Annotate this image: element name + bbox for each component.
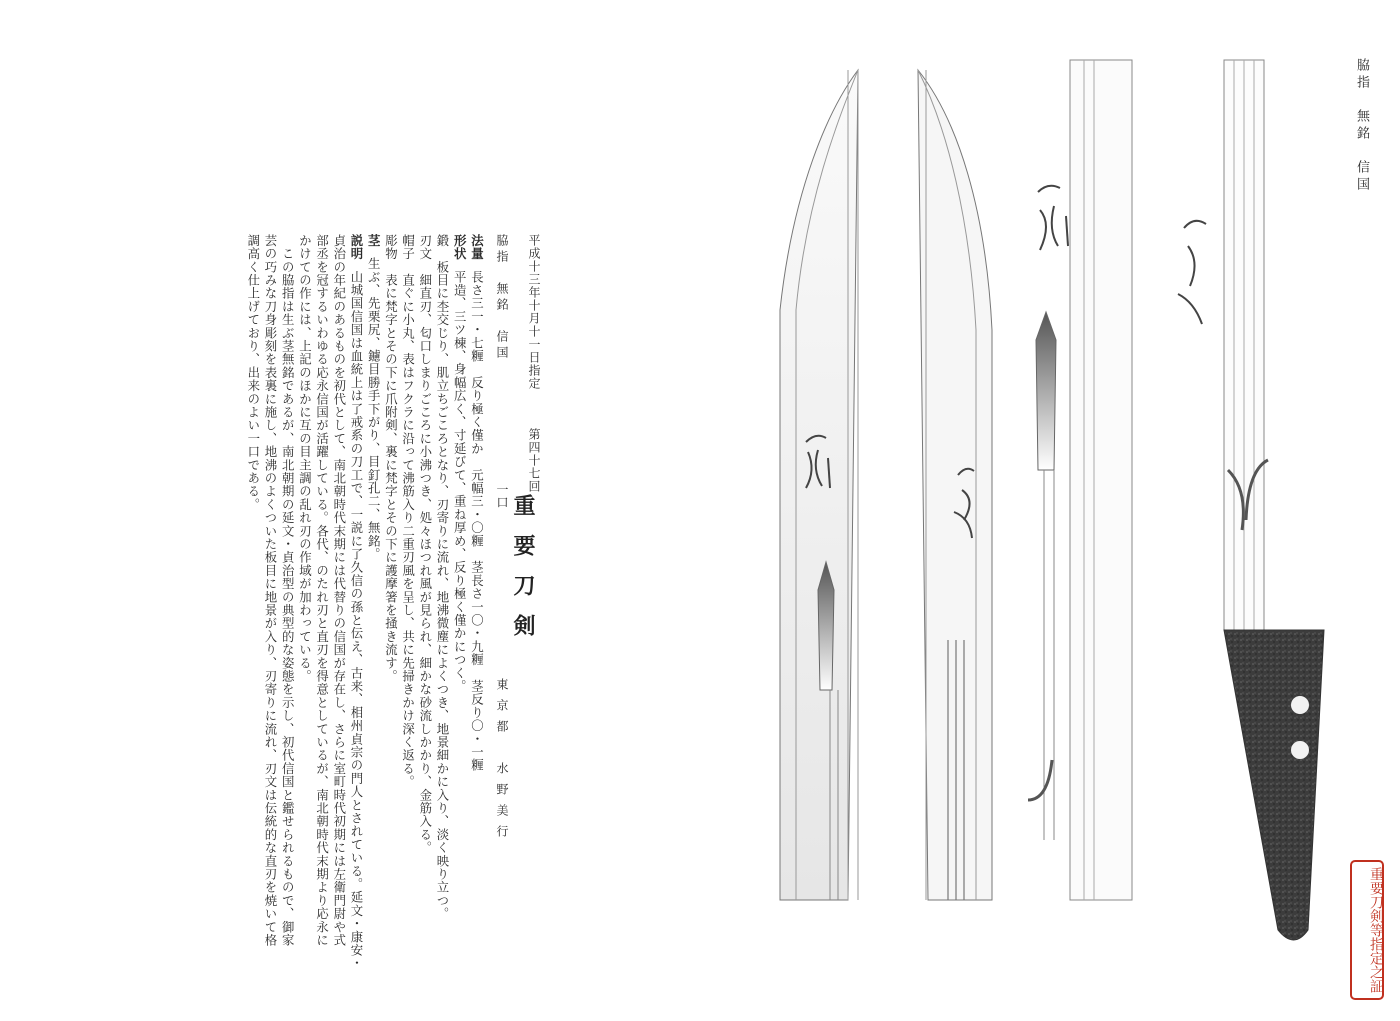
body-column (331, 234, 347, 947)
body-column (469, 234, 485, 773)
owner: 東京都 水野美行 (495, 678, 509, 846)
section-text: 生ぶ、先栗尻、鑢目勝手下がり、目釘孔二、無銘。 (366, 257, 382, 561)
session-number: 第四十七回 (527, 428, 541, 493)
ken-engraving-icon (818, 562, 834, 690)
mekugi-ana-icon (1291, 696, 1309, 714)
section-label: 法量 (469, 234, 485, 261)
body-column (264, 234, 276, 947)
section-text: 山城国信国は血統上は了戒系の刀工で、一説に了久信の孫と伝え、古来、相州貞宗の門人とされている。延文・康安・ (349, 270, 364, 971)
section-text: かけての作には、上記のほかに互の目主調の乱れ刃の作域が加わっている。 (297, 234, 313, 683)
ken-mid-icon (1036, 312, 1056, 470)
section-text: 芸の巧みな刀身彫刻を表裏に施し、地沸のよくついた板目に地景が入り、刃寄りに流れ、刃文は伝統的な直刃を焼いて格 (263, 234, 278, 947)
section-text: 平造、三ツ棟、身幅広く、寸延びて、重ね厚め、反り極く僅かにつく。 (452, 270, 468, 693)
running-head: 脇指 無銘 信国 (1354, 58, 1369, 194)
section-text: 鍛 板目に杢交じり、肌立ちごころとなり、刃寄りに流れ、地沸微塵によくつき、地景細かに入り、淡く映り立つ。 (435, 234, 450, 921)
mekugi-ana-2-icon (1291, 741, 1309, 759)
body-column (245, 234, 261, 512)
section-text: 貞治の年紀のあるものを初代として、南北朝時代末期には代替りの信国が存在し、さらに室町時代初期には左衛門尉や式 (331, 234, 347, 947)
section-label: 説明 (349, 234, 364, 261)
designation-date: 平成十三年十月十一日指定 (527, 234, 541, 390)
oshigata-plate (748, 50, 1348, 950)
body-column (297, 234, 313, 683)
body-column (452, 234, 468, 693)
blade-middle-omote (1028, 60, 1132, 900)
sword-type-line: 脇指 無銘 信国 (495, 234, 509, 362)
body-column (366, 234, 382, 561)
bonji-engraving-mid-icon (1038, 186, 1068, 250)
body-column (400, 234, 416, 789)
blade-tip-ura (918, 70, 992, 900)
section-text: 帽子 直ぐに小丸、表はフクラに沿って沸筋入り二重刃風を呈し、共に先掃きかけ深く返る。 (400, 234, 416, 789)
body-column (280, 234, 296, 947)
page-title: 重要刀剣 (510, 494, 536, 654)
nakago-icon (1224, 630, 1324, 940)
body-column (417, 234, 433, 855)
blade-tang (1178, 60, 1324, 940)
section-text: 刃文 細直刃、匂口しまりごころに小沸つき、処々ほつれ風が見られ、細かな砂流しかかり、金筋入る。 (417, 234, 433, 855)
blade-tip-omote (780, 70, 858, 900)
body-column (350, 234, 362, 970)
section-text: 彫物 表に梵字とその下に爪附剣、裏に梵字とその下に護摩箸を掻き流す。 (383, 234, 399, 683)
section-label: 形状 (452, 234, 468, 261)
body-column (314, 234, 330, 947)
section-label: 茎 (366, 234, 382, 248)
seal-text: 重要刀剣等指定之証 (1368, 867, 1384, 993)
item-count: 一口 (495, 483, 509, 509)
body-column (436, 234, 448, 920)
section-text: 部丞を冠するいわゆる応永信国が活躍している。各代、のたれ刃と直刃を得意としているが、南北朝時代末期より応永に (314, 234, 330, 947)
body-column (383, 234, 399, 683)
section-text: この脇指は生ぶ茎無銘であるが、南北朝期の延文・貞治型の典型的な姿態を示し、初代信国と鑑せられるもので、御家 (280, 234, 296, 947)
section-text: 調高く仕上げており、出来のよい一口である。 (245, 234, 261, 512)
bonji-engraving-ura-mid-icon (1178, 221, 1206, 324)
registration-seal (1350, 860, 1384, 1000)
section-text: 長さ三一・七糎 反り極く僅か 元幅三・〇糎 茎長さ一〇・九糎 茎反り〇・一糎 (469, 270, 485, 773)
